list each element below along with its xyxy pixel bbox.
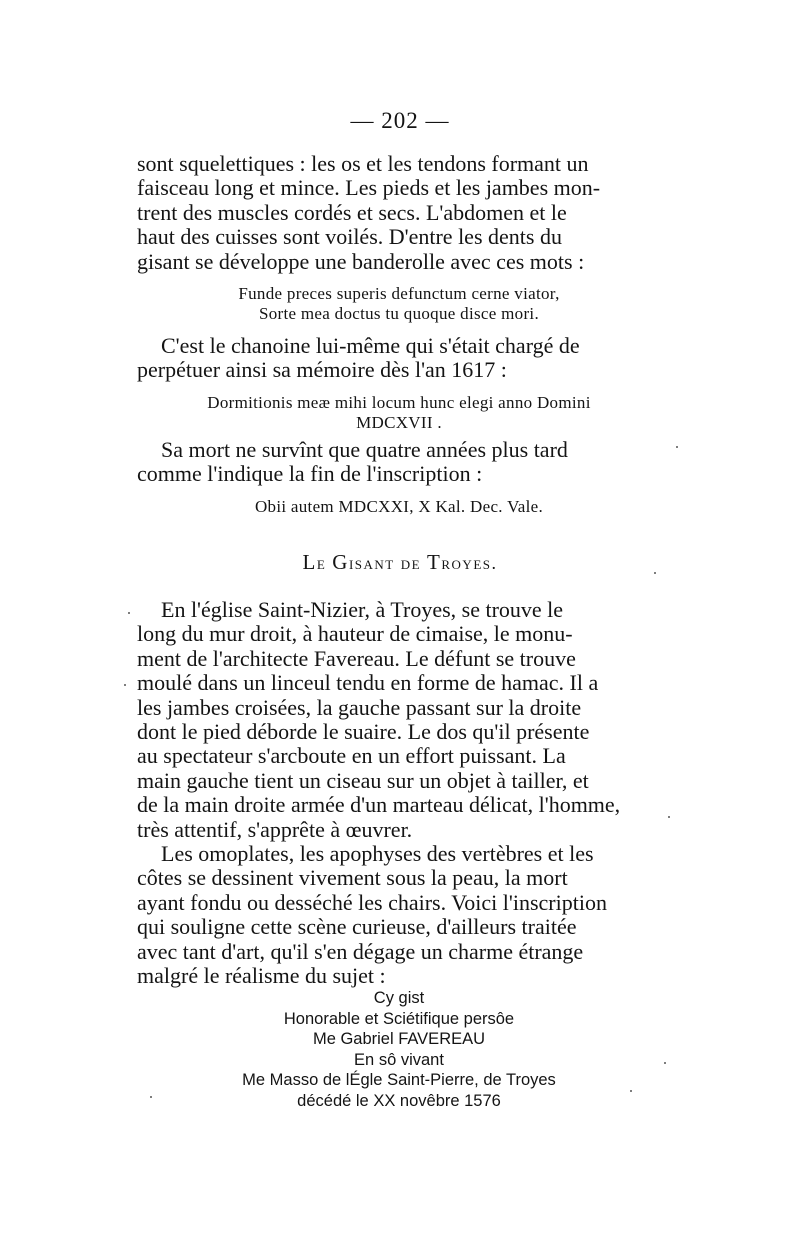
text-line: moulé dans un linceul tendu en forme de hamac. Il a [137,670,599,696]
print-speck [630,1090,632,1092]
latin-quote-3 [137,497,661,517]
print-speck [654,572,656,574]
latin-quote-2 [137,393,661,433]
text-line: ayant fondu ou desséché les chairs. Voici l'inscription [137,889,607,915]
quote-line: Sorte mea doctus tu quoque disce mori. [258,304,540,323]
epitaph-line: Honorable et Sciétifique persôe [283,1009,515,1028]
text-line: faisceau long et mince. Les pieds et les jambes mon- [137,175,601,201]
heading-initial: G [332,550,349,574]
text-line: ment de l'architecte Favereau. Le défunt se trouve [137,645,576,671]
paragraph-2 [137,334,661,383]
print-speck [664,1062,666,1064]
quote-line: Dormitionis meæ mihi locum hunc elegi anno Domini [207,393,591,412]
heading-initial: T [427,550,442,574]
epitaph-line: En sô vivant [354,1050,444,1069]
text-line: perpétuer ainsi sa mémoire dès l'an 1617 : [137,357,507,383]
print-speck [668,816,670,818]
text-line: Sa mort ne survînt que quatre années plus tard [161,437,568,462]
page-number: — 202 — [350,108,450,133]
text-line: au spectateur s'arcboute en un effort puissant. La [137,743,566,769]
print-speck [124,684,126,686]
text-line: sont squelettiques : les os et les tendons formant un [137,151,589,176]
text-line: de la main droite armée d'un marteau délicat, l'homme, [137,792,621,818]
heading-text: isant de [348,553,428,573]
heading-initial: L [302,550,317,574]
quote-line: Funde preces superis defunctum cerne viator, [238,284,560,303]
text-line: comme l'indique la fin de l'inscription : [137,461,483,487]
epitaph-line: décédé le XX novêbre 1576 [297,1091,501,1110]
text-line: C'est le chanoine lui-même qui s'était chargé de [161,333,580,358]
heading-text: royes. [441,553,498,573]
text-line: dont le pied déborde le suaire. Le dos qu'il présente [137,719,590,745]
epitaph-inscription [137,988,661,1111]
epitaph-line: Me Gabriel FAVEREAU [312,1030,486,1048]
latin-quote-1 [137,284,661,324]
text-line: haut des cuisses sont voilés. D'entre les dents du [137,224,562,250]
text-line: malgré le réalisme du sujet : [137,963,386,989]
heading-text: e [316,553,333,573]
text-line: En l'église Saint-Nizier, à Troyes, se trouve le [161,597,564,622]
quote-line: MDCXVII . [356,413,442,432]
paragraph-5 [137,842,661,988]
print-speck [150,1096,152,1098]
paragraph-4 [137,598,661,842]
paragraph-1 [137,152,661,274]
paragraph-3 [137,438,661,487]
section-heading [0,550,800,575]
text-line: très attentif, s'apprête à œuvrer. [137,816,413,842]
quote-line: Obii autem MDCXXI, X Kal. Dec. Vale. [254,497,544,516]
text-line: qui souligne cette scène curieuse, d'ailleurs traitée [137,914,577,940]
epitaph-line: Me Masso de lÉgle Saint-Pierre, de Troyes [242,1071,556,1089]
text-line: Les omoplates, les apophyses des vertèbres et les [161,841,594,866]
text-line: gisant se développe une banderolle avec ces mots : [137,248,585,274]
text-line: les jambes croisées, la gauche passant sur la droite [137,694,582,720]
print-speck [676,446,678,448]
print-speck [128,612,130,614]
text-line: long du mur droit, à hauteur de cimaise, le monu- [137,621,573,647]
text-line: main gauche tient un ciseau sur un objet à tailler, et [137,767,589,793]
epitaph-line: Cy gist [373,989,425,1007]
text-line: trent des muscles cordés et secs. L'abdomen et le [137,199,567,225]
text-line: côtes se dessinent vivement sous la peau, la mort [137,865,568,891]
text-line: avec tant d'art, qu'il s'en dégage un charme étrange [137,938,584,964]
